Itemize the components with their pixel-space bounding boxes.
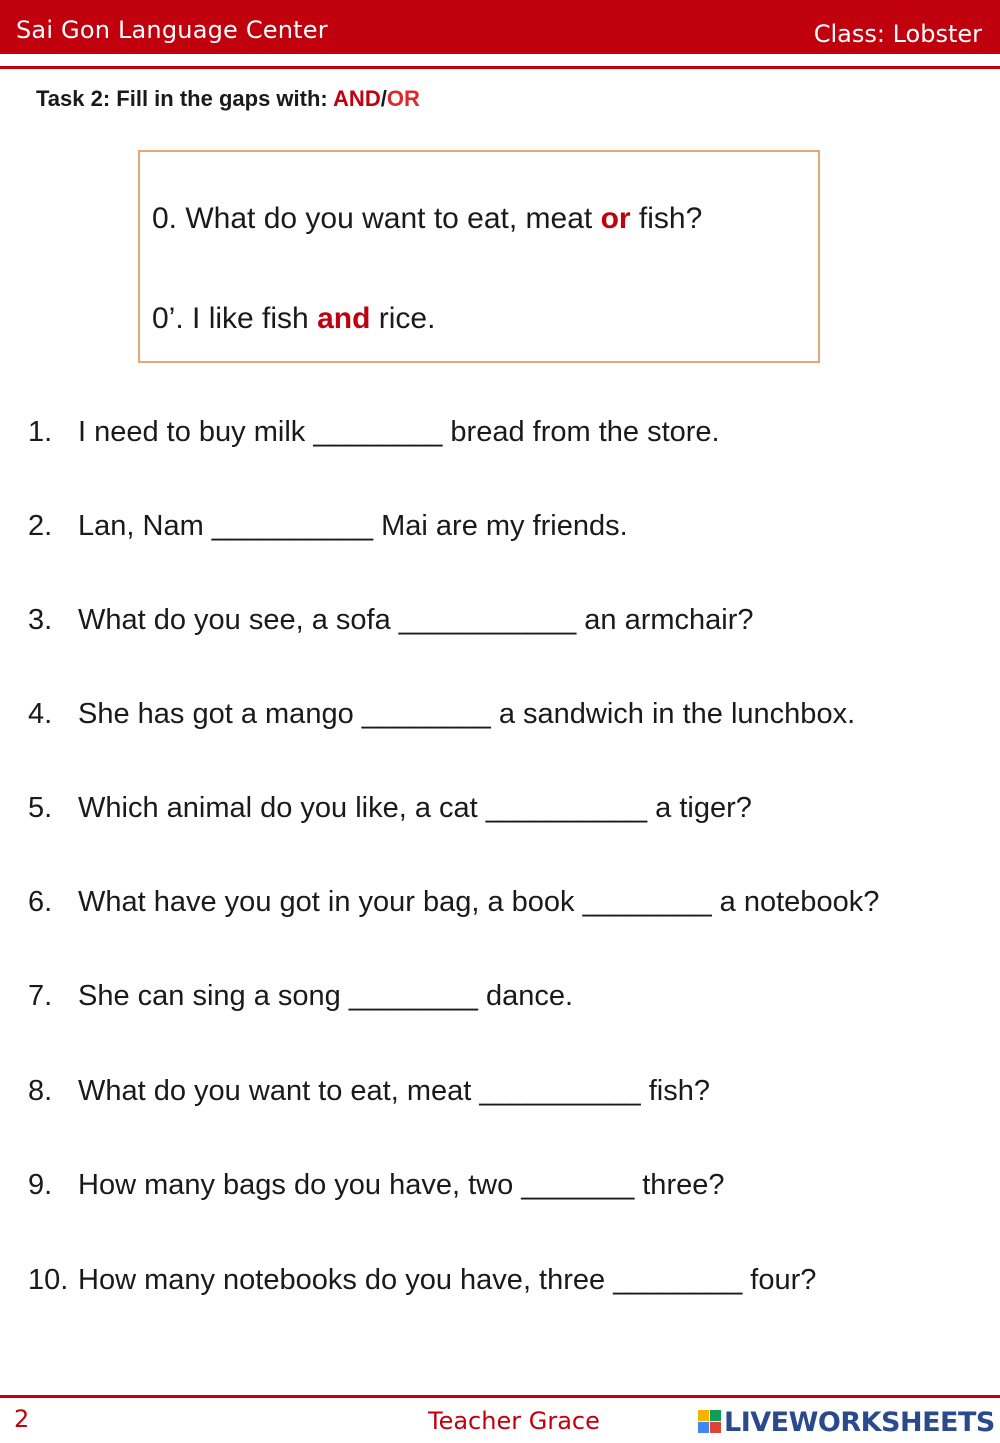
question-number: 2. [28,510,53,542]
example-text-before: 0. What do you want to eat, meat [152,202,601,235]
question-number: 5. [28,792,53,824]
question-2 [28,510,628,543]
question-8 [28,1075,710,1108]
question-text: How many notebooks do you have, three ________ four? [78,1264,817,1296]
question-number: 9. [28,1169,53,1201]
example-text-after: fish? [630,202,703,235]
question-number: 10. [28,1264,69,1296]
teacher-name: Teacher Grace [428,1407,600,1435]
question-number: 8. [28,1075,53,1107]
question-10 [28,1264,816,1297]
question-text: Which animal do you like, a cat __________ a tiger? [78,792,752,824]
question-7 [28,980,573,1013]
question-number: 6. [28,886,53,918]
class-label: Class: Lobster [813,20,982,48]
question-5 [28,792,752,825]
question-text: She can sing a song ________ dance. [78,980,574,1012]
question-number: 1. [28,416,53,448]
task-title-text: Task 2: Fill in the gaps with: [36,86,334,111]
question-text: What do you see, a sofa ___________ an armchair? [78,604,754,636]
question-text: How many bags do you have, two _______ three? [78,1169,725,1201]
question-text: What do you want to eat, meat __________ fish? [78,1075,710,1107]
header-divider [0,66,1000,69]
school-name: Sai Gon Language Center [16,16,328,44]
question-3 [28,604,754,637]
question-9 [28,1169,724,1202]
question-text: She has got a mango ________ a sandwich in the lunchbox. [78,698,856,730]
question-1 [28,416,720,449]
question-text: I need to buy milk ________ bread from the store. [78,416,720,448]
question-4 [28,698,855,731]
task-title [36,86,420,112]
task-separator: / [380,86,387,111]
task-word-or: OR [386,86,420,111]
footer-divider [0,1395,1000,1398]
example-answer-word: and [317,302,371,335]
example-text-after: rice. [370,302,436,335]
page-number: 2 [14,1405,30,1433]
example-line [152,302,435,336]
question-number: 3. [28,604,53,636]
question-number: 7. [28,980,53,1012]
header-bar [0,0,1000,54]
question-number: 4. [28,698,53,730]
example-line [152,202,702,236]
example-text-before: 0’. I like fish [152,302,318,335]
question-text: What have you got in your bag, a book ________ a notebook? [78,886,880,918]
liveworksheets-brand[interactable] [698,1405,995,1439]
example-answer-word: or [600,202,631,235]
example-box [138,150,820,363]
task-word-and: AND [333,86,381,111]
liveworksheets-logo-icon [698,1410,722,1434]
liveworksheets-wordmark: LIVEWORKSHEETS [724,1406,995,1438]
question-6 [28,886,879,919]
question-text: Lan, Nam __________ Mai are my friends. [78,510,628,542]
